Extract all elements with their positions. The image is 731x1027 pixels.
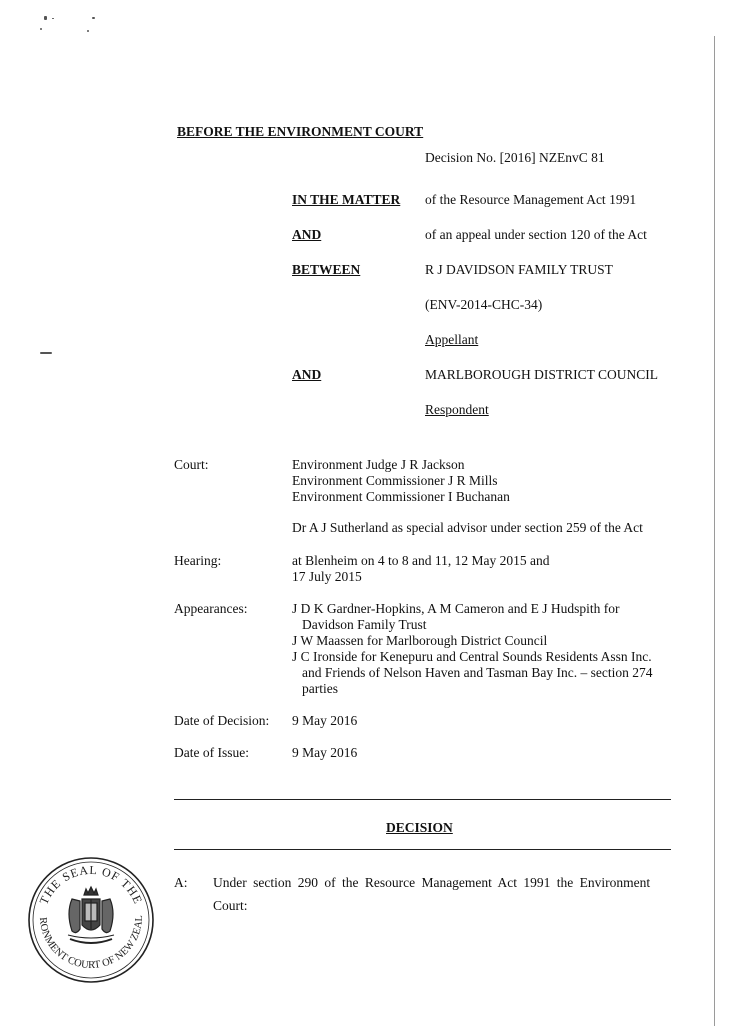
respondent-name: MARLBOROUGH DISTRICT COUNCIL [425, 367, 659, 382]
court-member: Environment Judge J R Jackson [292, 457, 465, 472]
paragraph-label: A: [174, 875, 188, 890]
scan-mark [40, 352, 52, 354]
court-member: Environment Commissioner I Buchanan [292, 489, 510, 504]
hearing-label: Hearing: [174, 553, 222, 568]
in-the-matter-text: of the Resource Management Act 1991 [425, 192, 637, 207]
court-heading: BEFORE THE ENVIRONMENT COURT [177, 124, 424, 139]
appearance-line: J C Ironside for Kenepuru and Central Sounds Residents Assn Inc. [292, 649, 652, 664]
appearance-line: Davidson Family Trust [302, 617, 427, 632]
appearance-line: J W Maassen for Marlborough District Council [292, 633, 548, 648]
scan-speck [87, 30, 89, 32]
and-text: of an appeal under section 120 of the Act [425, 227, 647, 242]
divider-top [174, 799, 671, 800]
appellant-name: R J DAVIDSON FAMILY TRUST [425, 262, 613, 277]
paragraph-line: Court: [213, 898, 248, 913]
paragraph-line: Under section 290 of the Resource Management Act 1991 the Environment [213, 875, 651, 890]
date-of-issue-label: Date of Issue: [174, 745, 249, 760]
date-of-decision-label: Date of Decision: [174, 713, 270, 728]
date-of-decision: 9 May 2016 [292, 713, 358, 728]
scan-edge-line [714, 36, 715, 1026]
hearing-line: at Blenheim on 4 to 8 and 11, 12 May 2015 and [292, 553, 550, 568]
seal-top-text: THE SEAL OF THE [36, 862, 146, 907]
court-member: Environment Commissioner J R Mills [292, 473, 498, 488]
file-number: (ENV-2014-CHC-34) [425, 297, 543, 312]
coat-of-arms-icon [68, 887, 114, 943]
appearance-line: J D K Gardner-Hopkins, A M Cameron and E J Hudspith for [292, 601, 620, 616]
between-label: BETWEEN [292, 262, 361, 277]
date-of-issue: 9 May 2016 [292, 745, 358, 760]
and-label: AND [292, 227, 322, 242]
seal-bottom-text: RONMENT COURT OF NEW ZEAL [36, 914, 146, 972]
special-advisor: Dr A J Sutherland as special advisor under section 259 of the Act [292, 520, 643, 535]
scan-speck [44, 16, 47, 20]
appearance-line: and Friends of Nelson Haven and Tasman Bay Inc. – section 274 [302, 665, 653, 680]
appearance-line: parties [302, 681, 338, 696]
scan-speck [40, 28, 42, 30]
decision-number: Decision No. [2016] NZEnvC 81 [425, 150, 605, 165]
appellant-role: Appellant [425, 332, 479, 347]
appearances-label: Appearances: [174, 601, 248, 616]
court-label: Court: [174, 457, 209, 472]
scan-speck [92, 17, 95, 19]
court-seal-graphic [22, 855, 160, 985]
respondent-role: Respondent [425, 402, 489, 417]
in-the-matter-label: IN THE MATTER [292, 192, 401, 207]
scan-speck [52, 18, 54, 19]
hearing-line: 17 July 2015 [292, 569, 362, 584]
divider-bottom [174, 849, 671, 850]
decision-title: DECISION [386, 820, 453, 835]
court-seal [22, 855, 160, 985]
and-label-2: AND [292, 367, 322, 382]
